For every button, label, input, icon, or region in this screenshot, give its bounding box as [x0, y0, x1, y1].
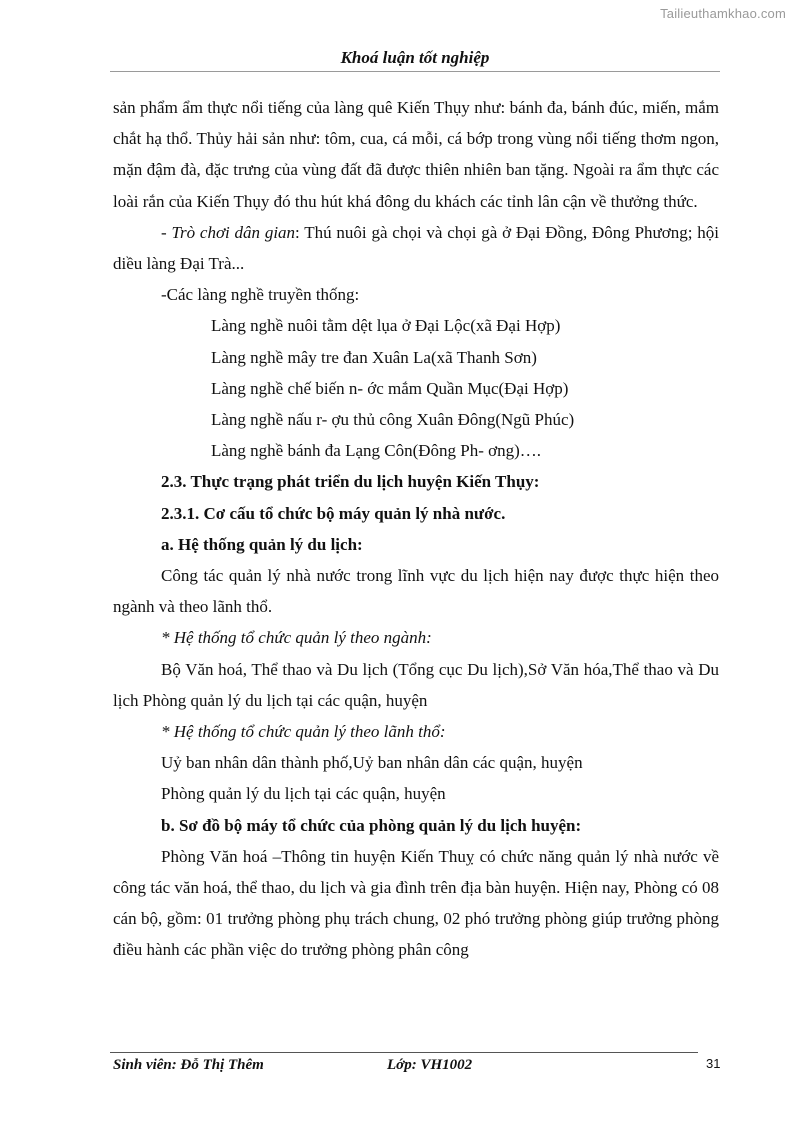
section-heading-2-3: 2.3. Thực trạng phát triển du lịch huyện Kiến Thụy: — [161, 472, 540, 492]
header-divider — [110, 71, 720, 72]
footer-class: Lớp: VH1002 — [387, 1057, 473, 1073]
paragraph-department: Phòng Văn hoá –Thông tin huyện Kiến Thuỵ có chức năng quản lý nhà nước về công tác văn hoá, thể thao, du lịch và gia đình trên địa bàn huyện. Hiện nay, Phòng có 08 cán bộ, gồm: 01 trưởng phòng phụ trách chung, 02 phó trưởng phòng giúp trưởng phòng điều hành các phần việc do trưởng phòng phân công — [113, 846, 719, 960]
crafts-heading: -Các làng nghề truyền thống: — [161, 285, 360, 305]
craft-village-item: Làng nghề bánh đa Lạng Côn(Đông Ph- ơng)…. — [211, 441, 542, 461]
page-number: 31 — [706, 1056, 721, 1071]
by-sector-label: * Hệ thống tổ chức quản lý theo ngành: — [161, 628, 432, 648]
paragraph-cuisine: sản phẩm ẩm thực nổi tiếng của làng quê Kiến Thụy như: bánh đa, bánh đúc, miến, mắm chắt hạ thổ. Thủy hải sản như: tôm, cua, cá mỗi, cá bớp trong vùng nổi tiếng thơm ngon, mặn đậm đà, đặc trưng của vùng đất đã được thiên nhiên ban tặng. Ngoài ra ẩm thực các loài rắn của Kiến Thụy đó thu hút khá đông du khách các tỉnh lân cận về thưởng thức. — [113, 98, 719, 211]
document-body — [113, 92, 719, 966]
folk-games-label: Trò chơi dân gian — [171, 222, 296, 242]
page-header-title: Khoá luận tốt nghiệp — [340, 48, 490, 67]
paragraph-management: Công tác quản lý nhà nước trong lĩnh vực du lịch hiện nay được thực hiện theo ngành và theo lãnh thổ. — [113, 566, 719, 617]
by-territory-label: * Hệ thống tổ chức quản lý theo lãnh thổ: — [161, 722, 446, 742]
craft-village-item: Làng nghề nấu r- ợu thủ công Xuân Đông(Ngũ Phúc) — [211, 410, 575, 430]
by-territory-line-2: Phòng quản lý du lịch tại các quận, huyện — [161, 784, 446, 804]
folk-games-text: : Thú nuôi gà chọi và chọi gà ở Đại Đồng, Đông Phương; hội diều làng Đại Trà... — [113, 222, 719, 274]
section-heading-2-3-1: 2.3.1. Cơ cấu tổ chức bộ máy quản lý nhà nước. — [161, 503, 506, 523]
section-heading-a: a. Hệ thống quản lý du lịch: — [161, 534, 363, 554]
watermark-text: Tailieuthamkhao.com — [660, 6, 786, 21]
craft-village-item: Làng nghề mây tre đan Xuân La(xã Thanh Sơn) — [211, 347, 537, 367]
by-territory-line-1: Uỷ ban nhân dân thành phố,Uỷ ban nhân dân các quận, huyện — [161, 753, 583, 773]
craft-village-item: Làng nghề nuôi tằm dệt lụa ở Đại Lộc(xã Đại Hợp) — [211, 316, 561, 336]
section-heading-b: b. Sơ đồ bộ máy tổ chức của phòng quản lý du lịch huyện: — [161, 815, 582, 835]
folk-games-prefix: - — [161, 222, 172, 242]
paragraph-folk-games — [113, 217, 719, 279]
footer-divider — [110, 1052, 698, 1053]
craft-village-item: Làng nghề chế biến n- ớc mắm Quần Mục(Đại Hợp) — [211, 378, 569, 398]
by-sector-text: Bộ Văn hoá, Thể thao và Du lịch (Tổng cục Du lịch),Sở Văn hóa,Thể thao và Du lịch Phòng quản lý du lịch tại các quận, huyện — [113, 659, 719, 710]
footer-student: Sinh viên: Đỗ Thị Thêm — [113, 1057, 264, 1073]
